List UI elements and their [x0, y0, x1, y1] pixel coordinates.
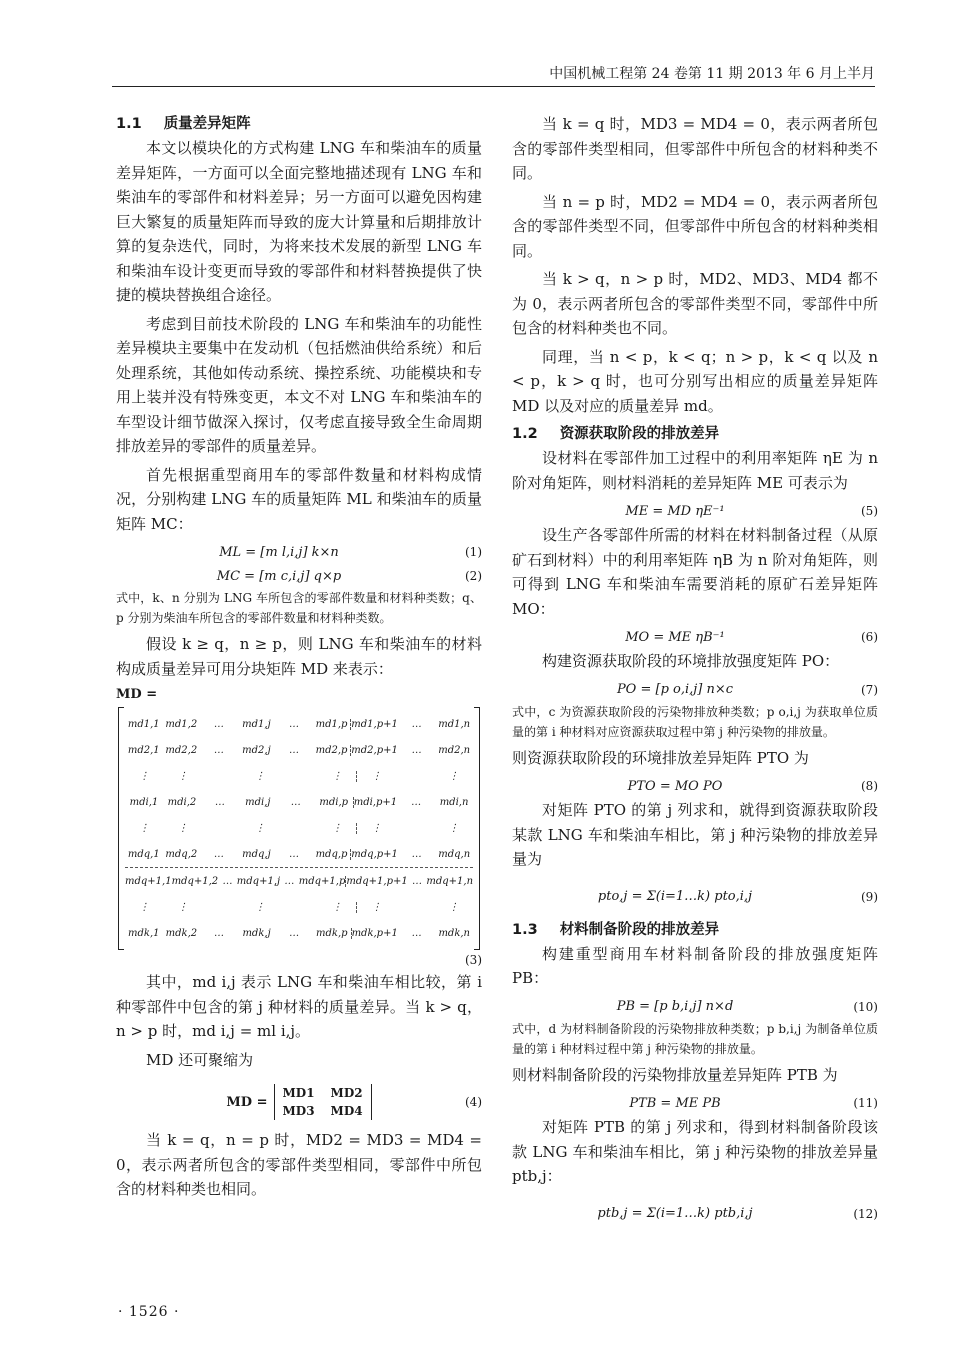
section-number: 1.2	[512, 426, 538, 442]
matrix-cell: md1,n	[438, 718, 471, 730]
matrix-cell: …	[411, 927, 422, 939]
equation-number: (9)	[861, 889, 878, 904]
matrix-cell: ⋮	[139, 901, 150, 913]
matrix-cell: mdi,p	[319, 796, 349, 808]
matrix-cell: …	[288, 718, 299, 730]
matrix-cell: …	[289, 927, 300, 939]
page-number: · 1526 ·	[118, 1304, 180, 1320]
matrix-cell: ⋮	[139, 822, 150, 834]
matrix-cell: md2,p+1	[351, 744, 398, 756]
equation-body: PTB = ME PB	[629, 1095, 721, 1111]
equation-11	[512, 1091, 878, 1115]
paragraph: 同理，当 n < p，k < q；n > p，k < q 以及 n < p，k > q 时，也可分别写出相应的质量差异矩阵 MD 以及对应的质量差异 md。	[512, 347, 878, 415]
matrix-cell: …	[284, 875, 295, 887]
matrix-cell: mdq+1,2	[171, 875, 219, 887]
section-title: 质量差异矩阵	[163, 116, 251, 132]
equation-body: PB = [p b,i,j] n×d	[616, 999, 734, 1014]
matrix-cell: ⋮	[356, 771, 396, 782]
equation-number: (11)	[853, 1096, 878, 1110]
matrix-cell: mdq,p+1	[351, 848, 398, 860]
matrix-label: MD =	[116, 687, 158, 702]
equation-number: (12)	[853, 1206, 878, 1221]
paragraph: 构建重型商用车材料制备阶段的排放强度矩阵 PB：	[512, 944, 878, 987]
matrix-cell: …	[411, 848, 422, 860]
matrix-cell: ⋮	[332, 770, 343, 782]
matrix-cell: …	[213, 848, 224, 860]
matrix-cell: ⋮	[177, 770, 188, 782]
equation-number: (7)	[861, 682, 878, 697]
equation-number: (1)	[465, 545, 482, 559]
matrix-cell: ⋮	[448, 822, 459, 834]
paragraph: 则材料制备阶段的污染物排放量差异矩阵 PTB 为	[512, 1065, 838, 1084]
matrix-row	[125, 711, 473, 737]
matrix-row	[125, 920, 473, 946]
equation-5	[512, 499, 878, 523]
equation-body: ptb,j = Σ(i=1…k) ptb,i,j	[597, 1206, 753, 1221]
matrix-cell: ⋮	[356, 823, 396, 834]
equation-body: MO = ME ηB⁻¹	[625, 629, 725, 645]
equation-number: (10)	[853, 999, 878, 1014]
equation-note: 式中，d 为材料制备阶段的污染物排放种类数；p b,i,j 为制备单位质量的第 i 种材料过程中第 j 种污染物的排放量。	[512, 1021, 878, 1056]
matrix-cell: md2,2	[165, 744, 198, 756]
matrix-cell: md1,2	[165, 718, 198, 730]
section-title: 材料制备阶段的排放差异	[559, 921, 720, 938]
matrix-cell: …	[288, 744, 299, 756]
paragraph: 对矩阵 PTO 的第 j 列求和，就得到资源获取阶段某款 LNG 车和柴油车相比，第 j 种污染物的排放差异量为	[512, 801, 878, 868]
matrix-cell: ⋮	[254, 822, 265, 834]
matrix-cell: …	[222, 875, 233, 887]
matrix-cell: ⋮	[332, 901, 343, 913]
right-column	[512, 112, 878, 1235]
left-column	[116, 112, 482, 1206]
matrix-cell: ⋮	[177, 901, 188, 913]
matrix-cell: mdq,j	[242, 848, 271, 860]
matrix-cell: …	[411, 796, 422, 808]
equation-7	[512, 678, 878, 702]
paragraph: 当 k > q，n > p 时，MD2、MD3、MD4 都不为 0，表示两者所包含的零部件类型不同，零部件中所包含的材料种类也不同。	[512, 270, 878, 337]
equation-9	[512, 876, 878, 918]
matrix-cell: mdk,n	[438, 927, 470, 939]
paragraph: 考虑到目前技术阶段的 LNG 车和柴油车的功能性差异模块主要集中在发动机（包括燃油供给系统）和后处理系统，其他如传动系统、操控系统、功能模块和专用上装并没有特殊变更，本文不对 LNG 车和柴油车的车型设计细节做深入探讨，仅考虑直接导致全生命周期排放差异的零部件的质量差异。	[116, 314, 482, 455]
matrix-cell: …	[412, 875, 423, 887]
matrix-cell: mdk,2	[165, 927, 198, 939]
paragraph: 当 k = q，n = p 时，MD2 = MD3 = MD4 = 0，表示两者所包含的零部件类型相同，零部件中所包含的材料种类也相同。	[116, 1131, 482, 1198]
matrix-cell: mdq+1,n	[426, 875, 474, 887]
paragraph: 则资源获取阶段的环境排放差异矩阵 PTO 为	[512, 748, 809, 767]
equation-body: ME = MD ηE⁻¹	[625, 503, 725, 519]
matrix-row	[125, 763, 473, 789]
paragraph: 当 k = q 时，MD3 = MD4 = 0，表示两者所包含的零部件类型相同，但零部件中所包含的材料种类不同。	[512, 115, 878, 182]
matrix-cell: mdq+1,j	[236, 875, 281, 887]
section-heading-1-1	[116, 112, 482, 136]
difference-matrix	[118, 707, 480, 950]
equation-number: (4)	[465, 1095, 482, 1109]
block-cell: MD2	[330, 1086, 363, 1100]
matrix-cell: ⋮	[356, 902, 396, 913]
section-number: 1.1	[116, 116, 142, 132]
equation-number: (6)	[861, 630, 878, 644]
matrix-cell: md1,p	[315, 718, 348, 730]
matrix-cell: mdq+1,1	[125, 875, 172, 887]
paragraph: 其中，md i,j 表示 LNG 车和柴油车相比较，第 i 种零部件中包含的第 j 种材料的质量差异。当 k > q，n > p 时，md i,j = ml i,j。	[116, 973, 482, 1040]
matrix-cell: mdq,n	[438, 848, 471, 860]
matrix-row	[125, 815, 473, 841]
block-matrix	[274, 1084, 372, 1120]
equation-note: 式中，k、n 分别为 LNG 车所包含的零部件数量和材料种类数；q、p 分别为柴油车所包含的零部件数量和材料种类数。	[116, 591, 482, 625]
matrix-cell: mdk,1	[128, 927, 160, 939]
matrix-cell: mdq,p	[315, 848, 348, 860]
matrix-row	[125, 894, 473, 920]
block-cell: MD1	[282, 1086, 315, 1100]
section-heading-1-3	[512, 918, 878, 942]
matrix-cell: md1,j	[242, 718, 271, 730]
equation-4	[116, 1076, 482, 1128]
block-cell: MD4	[330, 1104, 363, 1118]
matrix-cell: md2,p	[315, 744, 348, 756]
equation-12	[512, 1193, 878, 1235]
matrix-row	[125, 789, 473, 815]
matrix-cell: mdi,j	[245, 796, 271, 808]
equation-number: (2)	[465, 569, 482, 583]
equation-number: (3)	[465, 953, 482, 967]
matrix-cell: mdq+1,p+1	[346, 875, 408, 887]
equation-body: PO = [p o,i,j] n×c	[616, 682, 734, 697]
equation-body: PTO = MO PO	[627, 778, 723, 794]
matrix-cell: mdi,2	[167, 796, 197, 808]
equation-2	[116, 564, 482, 588]
matrix-cell: ⋮	[177, 822, 188, 834]
matrix-cell: mdq+1,p	[298, 875, 346, 887]
matrix-cell: …	[213, 744, 224, 756]
matrix-cell: …	[214, 796, 225, 808]
matrix-cell: …	[213, 927, 224, 939]
paragraph: 首先根据重型商用车的零部件数量和材料构成情况，分别构建 LNG 车的质量矩阵 ML 和柴油车的质量矩阵 MC：	[116, 465, 482, 533]
matrix-cell: …	[288, 848, 299, 860]
equation-10	[512, 995, 878, 1019]
equation-number: (8)	[861, 779, 878, 793]
equation-note: 式中，c 为资源获取阶段的污染物排放种类数；p o,i,j 为获取单位质量的第 i 种材料对应资源获取过程中第 j 种污染物的排放量。	[512, 704, 878, 739]
paragraph: 当 n = p 时，MD2 = MD4 = 0，表示两者所包含的零部件类型不同，但零部件中所包含的材料种类相同。	[512, 192, 878, 260]
section-heading-1-2	[512, 422, 878, 446]
section-title: 资源获取阶段的排放差异	[559, 426, 720, 442]
block-cell: MD3	[282, 1104, 315, 1118]
equation-number: (5)	[861, 504, 878, 518]
matrix-cell: mdk,p+1	[351, 927, 398, 939]
equation-body: MC = [m c,i,j] q×p	[216, 568, 342, 584]
matrix-cell: …	[213, 718, 224, 730]
matrix-cell: mdi,n	[439, 796, 469, 808]
equation-body: ML = [m l,i,j] k×n	[219, 544, 339, 560]
equation-1	[116, 540, 482, 564]
matrix-cell: …	[411, 718, 422, 730]
matrix-cell: mdi,p+1	[353, 796, 398, 808]
equation-8	[512, 774, 878, 798]
equation-body: pto,j = Σ(i=1…k) pto,i,j	[597, 889, 753, 904]
paragraph: 构建资源获取阶段的环境排放强度矩阵 PO：	[542, 652, 840, 670]
paragraph: 设材料在零部件加工过程中的利用率矩阵 ηE 为 n 阶对角矩阵，则材料消耗的差异矩阵 ME 可表示为	[512, 449, 878, 492]
paragraph: 对矩阵 PTB 的第 j 列求和，得到材料制备阶段该款 LNG 车和柴油车相比，第 j 种污染物的排放差异量 ptb,j：	[512, 1118, 878, 1185]
equation-lhs: MD =	[226, 1094, 268, 1110]
matrix-cell: md2,1	[127, 744, 160, 756]
matrix-cell: …	[290, 796, 301, 808]
running-header: 中国机械工程第 24 卷第 11 期 2013 年 6 月上半月	[112, 62, 875, 87]
matrix-cell: …	[411, 744, 422, 756]
paragraph: MD 还可聚缩为	[146, 1050, 254, 1069]
matrix-cell: mdi,1	[129, 796, 159, 808]
matrix-cell: ⋮	[254, 770, 265, 782]
matrix-cell: ⋮	[332, 822, 343, 834]
matrix-cell: mdq,1	[127, 848, 160, 860]
matrix-cell: ⋮	[139, 770, 150, 782]
paragraph: 设生产各零部件所需的材料在材料制备过程（从原矿石到材料）中的利用率矩阵 ηB 为 n 阶对角矩阵，则可得到 LNG 车和柴油车需要消耗的原矿石差异矩阵 MO：	[512, 526, 878, 618]
equation-6	[512, 625, 878, 649]
matrix-row	[125, 867, 473, 894]
matrix-cell: md1,p+1	[351, 718, 398, 730]
matrix-cell: mdq,2	[165, 848, 198, 860]
matrix-cell: ⋮	[448, 901, 459, 913]
matrix-cell: ⋮	[448, 770, 459, 782]
matrix-cell: ⋮	[254, 901, 265, 913]
paragraph: 本文以模块化的方式构建 LNG 车和柴油车的质量差异矩阵，一方面可以全面完整地描述现有 LNG 车和柴油车的零部件和材料差异；另一方面可以避免因构建巨大繁复的质量矩阵而导致的庞大计算量和后期排放计算的复杂迭代，同时，为将来技术发展的新型 LNG 车和柴油车设计变更而导致的零部件和材料替换提供了快捷的模块替换组合途径。	[116, 139, 482, 304]
matrix-row	[125, 841, 473, 867]
matrix-cell: md2,n	[438, 744, 471, 756]
matrix-cell: mdk,j	[242, 927, 271, 939]
paragraph: 假设 k ≥ q，n ≥ p，则 LNG 车和柴油车的材料构成质量差异可用分块矩阵 MD 来表示：	[116, 635, 482, 678]
matrix-cell: md1,1	[127, 718, 160, 730]
matrix-row	[125, 737, 473, 763]
section-number: 1.3	[512, 921, 538, 938]
matrix-cell: md2,j	[242, 744, 271, 756]
matrix-cell: mdk,p	[316, 927, 348, 939]
